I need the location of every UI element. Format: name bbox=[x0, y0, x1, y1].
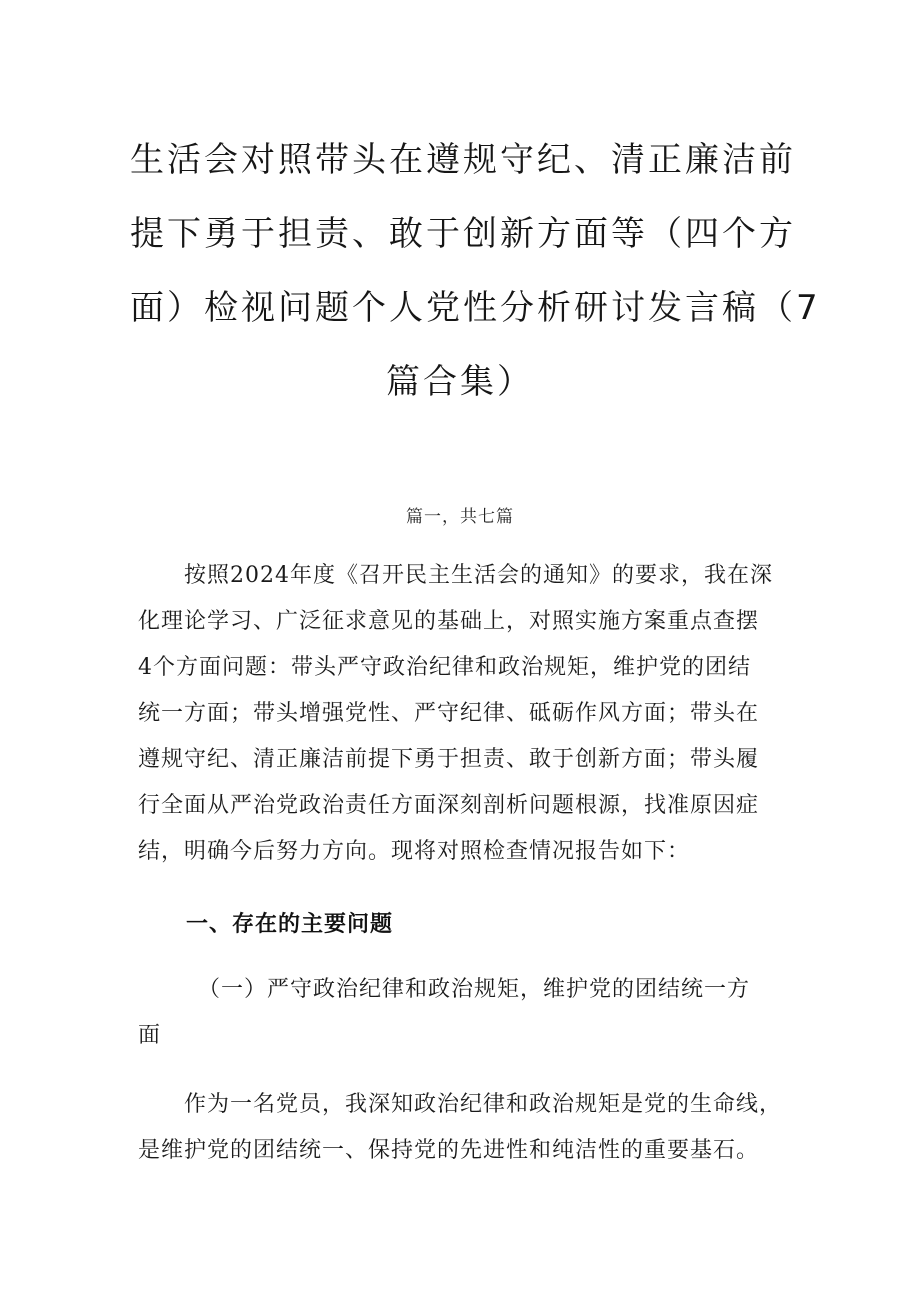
title-line: 提下勇于担责、敢于创新方面等（四个方 bbox=[130, 214, 796, 254]
section-heading: 一、存在的主要问题 bbox=[186, 912, 394, 937]
title-line: 篇合集） bbox=[386, 362, 534, 402]
text-line: 统一方面；带头增强党性、严守纪律、砥砺作风方面；带头在 bbox=[138, 701, 760, 726]
document-title bbox=[130, 123, 821, 419]
text-line: 作为一名党员，我深知政治纪律和政治规矩是党的生命线， bbox=[184, 1092, 783, 1117]
section-label: 篇一，共七篇 bbox=[406, 507, 514, 527]
body-paragraph bbox=[138, 1082, 798, 1174]
text-line: 按照2024年度《召开民主生活会的通知》的要求，我在深 bbox=[184, 563, 773, 588]
text-line: 4个方面问题：带头严守政治纪律和政治规矩，维护党的团结 bbox=[138, 655, 751, 680]
text-line: 化理论学习、广泛征求意见的基础上，对照实施方案重点查摆 bbox=[138, 609, 760, 634]
title-line: 生活会对照带头在遵规守纪、清正廉洁前 bbox=[130, 140, 796, 180]
text-line: 行全面从严治党政治责任方面深刻剖析问题根源，找准原因症 bbox=[138, 793, 760, 818]
text-line: 面 bbox=[138, 1023, 162, 1048]
intro-paragraph bbox=[138, 553, 798, 875]
text-line: 是维护党的团结统一、保持党的先进性和纯洁性的重要基石。 bbox=[138, 1138, 760, 1163]
subheading-paragraph bbox=[138, 967, 798, 1059]
text-line: （一）严守政治纪律和政治规矩，维护党的团结统一方 bbox=[198, 977, 751, 1002]
text-line: 遵规守纪、清正廉洁前提下勇于担责、敢于创新方面；带头履 bbox=[138, 747, 760, 772]
title-line: 面）检视问题个人党性分析研讨发言稿（7 bbox=[130, 288, 821, 328]
text-line: 结，明确今后努力方向。现将对照检查情况报告如下： bbox=[138, 839, 691, 864]
